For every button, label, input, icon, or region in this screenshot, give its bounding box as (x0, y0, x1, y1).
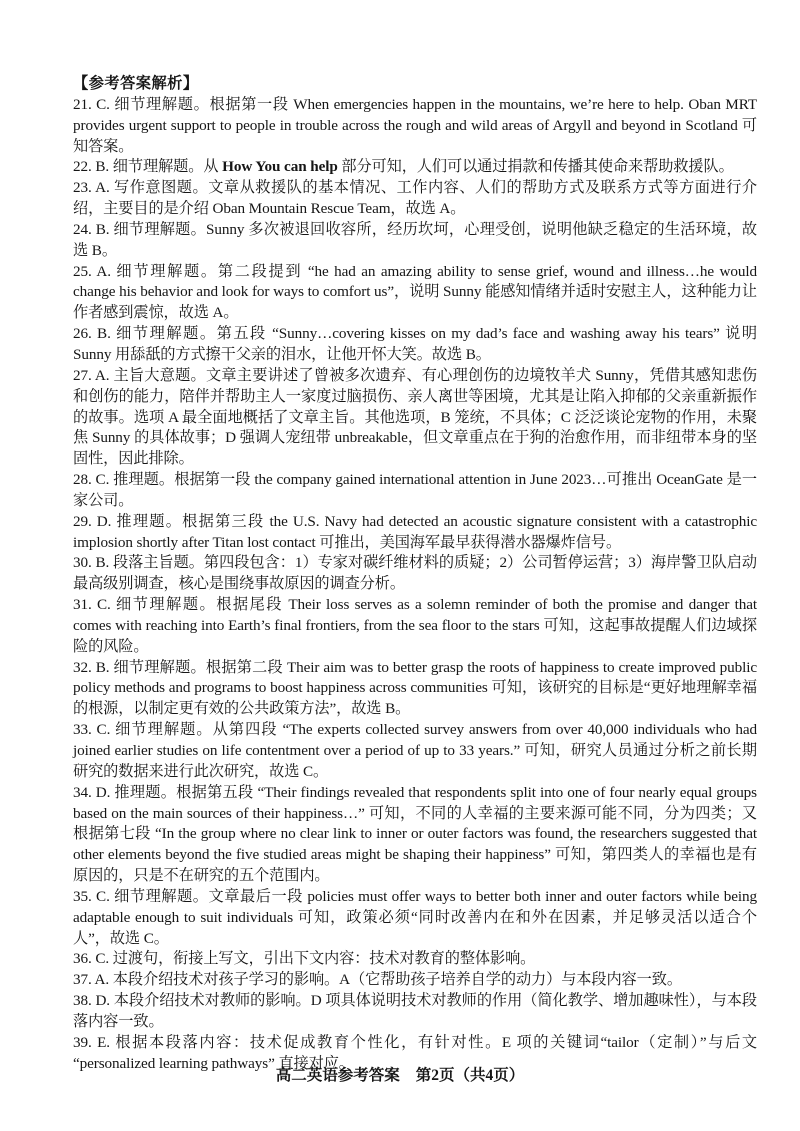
answer-item-23: 23. A. 写作意图题。文章从救援队的基本情况、工作内容、人们的帮助方式及联系方式等方面进行介绍，主要目的是介绍 Oban Mountain Rescue Team，故选 A。 (73, 179, 757, 218)
answer-item-36: 36. C. 过渡句，衔接上写文，引出下文内容：技术对教育的整体影响。 (73, 950, 536, 968)
answer-item-22 (73, 157, 757, 178)
footer-page-number: 第2页（共4页） (415, 1067, 525, 1084)
answer-item-22-bold-phrase: How You can help (222, 158, 338, 176)
answer-item-37: 37. A. 本段介绍技术对孩子学习的影响。A（它帮助孩子培养自学的动力）与本段内容一致。 (73, 971, 682, 989)
answer-item-27: 27. A. 主旨大意题。文章主要讲述了曾被多次遗弃、有心理创伤的边境牧羊犬 Sunny，凭借其感知悲伤和创伤的能力，陪伴并帮助主人一家度过脑损伤、亲人离世等困境，尤其是让陷入抑郁的父亲重新振作的故事。选项 A 最全面地概括了文章主旨。其他选项，B 笼统，不具体；C 泛泛谈论宠物的作用，未聚焦 Sunny 的具体故事；D 强调人宠纽带 unbreakable，但文章重点在于狗的治愈作用，而非纽带本身的坚固性，因此排除。 (73, 366, 757, 468)
answer-item-22-post: 部分可知，人们可以通过捐款和传播其使命来帮助救援队。 (337, 158, 734, 176)
answer-item-31: 31. C. 细节理解题。根据尾段 Their loss serves as a solemn reminder of both the promise and danger that comes with reaching into Earth’s final frontiers, from the sea floor to the stars 可知，这起事故提醒人们边域探险的风险。 (73, 596, 757, 655)
answer-item-26: 26. B. 细节理解题。第五段 “Sunny…covering kisses on my dad’s face and washing away his tears” 说明 Sunny 用舔舐的方式擦干父亲的泪水，让他开怀大笑。故选 B。 (73, 325, 757, 363)
answer-item-30: 30. B. 段落主旨题。第四段包含：1）专家对碳纤维材料的质疑；2）公司暂停运营；3）海岸警卫队启动最高级别调查，核心是围绕事故原因的调查分析。 (73, 554, 757, 593)
page-footer (0, 1063, 800, 1085)
answer-item-28: 28. C. 推理题。根据第一段 the company gained international attention in June 2023…可推出 OceanGate 是一家公司。 (73, 471, 757, 509)
answer-explanations (73, 74, 757, 1075)
answer-item-32: 32. B. 细节理解题。根据第二段 Their aim was to better grasp the roots of happiness to create improved public policy methods and programs to boost happiness across communities 可知，该研究的目标是“更好地理解幸福的根源，以制定更有效的公共政策方法”，故选 B。 (73, 658, 757, 718)
answer-item-39: 39. E. 根据本段落内容：技术促成教育个性化，有针对性。E 项的关键词“tailor（定制）”与后文“personalized learning pathways” 直接对应。 (73, 1033, 757, 1072)
answer-item-25: 25. A. 细节理解题。第二段提到 “he had an amazing ability to sense grief, wound and illness…he would change his behavior and look for ways to comfort us”，说明 Sunny 能感知情绪并适时安慰主人，这种能力让作者感到震惊，故选 A。 (73, 262, 757, 322)
answer-item-35: 35. C. 细节理解题。文章最后一段 policies must offer ways to better both inner and outer factors while being adaptable enough to suit individuals 可知，政策必须“同时改善内在和外在因素，并足够灵活以适合个人”，故选 C。 (73, 887, 757, 947)
section-title: 【参考答案解析】 (73, 75, 199, 92)
answer-item-29: 29. D. 推理题。根据第三段 the U.S. Navy had detected an acoustic signature consistent with a catastrophic implosion shortly after Titan lost contact 可推出，美国海军最早获得潜水器爆炸信号。 (73, 512, 757, 551)
answer-item-22-pre: 22. B. 细节理解题。从 (73, 158, 223, 176)
footer-doc-title: 高二英语参考答案 (275, 1067, 400, 1084)
answer-item-21: 21. C. 细节理解题。根据第一段 When emergencies happen in the mountains, we’re here to help. Oban MRT provides urgent support to people in trouble across the rough and wild areas of Argyll and beyond in Scotland 可知答案。 (73, 95, 757, 155)
answer-item-33: 33. C. 细节理解题。从第四段 “The experts collected survey answers from over 40,000 individuals who had joined earlier studies on life contentment over a period of up to 33 years.” 可知，研究人员通过分析之前长期研究的数据来进行此次研究，故选 C。 (73, 721, 757, 780)
answer-item-38: 38. D. 本段介绍技术对教师的影响。D 项具体说明技术对教师的作用（简化教学、增加趣味性），与本段落内容一致。 (73, 992, 757, 1030)
answer-item-34: 34. D. 推理题。根据第五段 “Their findings revealed that respondents split into one of four nearly equal groups based on the main sources of their happiness…” 可知，不同的人幸福的主要来源可能不同，分为四类；又根据第七段 “In the group where no clear link to inner or outer factors was found, the researchers suggested that other elements beyond the five studied areas might be shaping their happiness” 可知，第四类人的幸福也是有原因的，只是不在研究的五个范围内。 (73, 783, 757, 885)
answer-item-24: 24. B. 细节理解题。Sunny 多次被退回收容所，经历坎坷，心理受创，说明他缺乏稳定的生活环境，故选 B。 (73, 220, 757, 259)
